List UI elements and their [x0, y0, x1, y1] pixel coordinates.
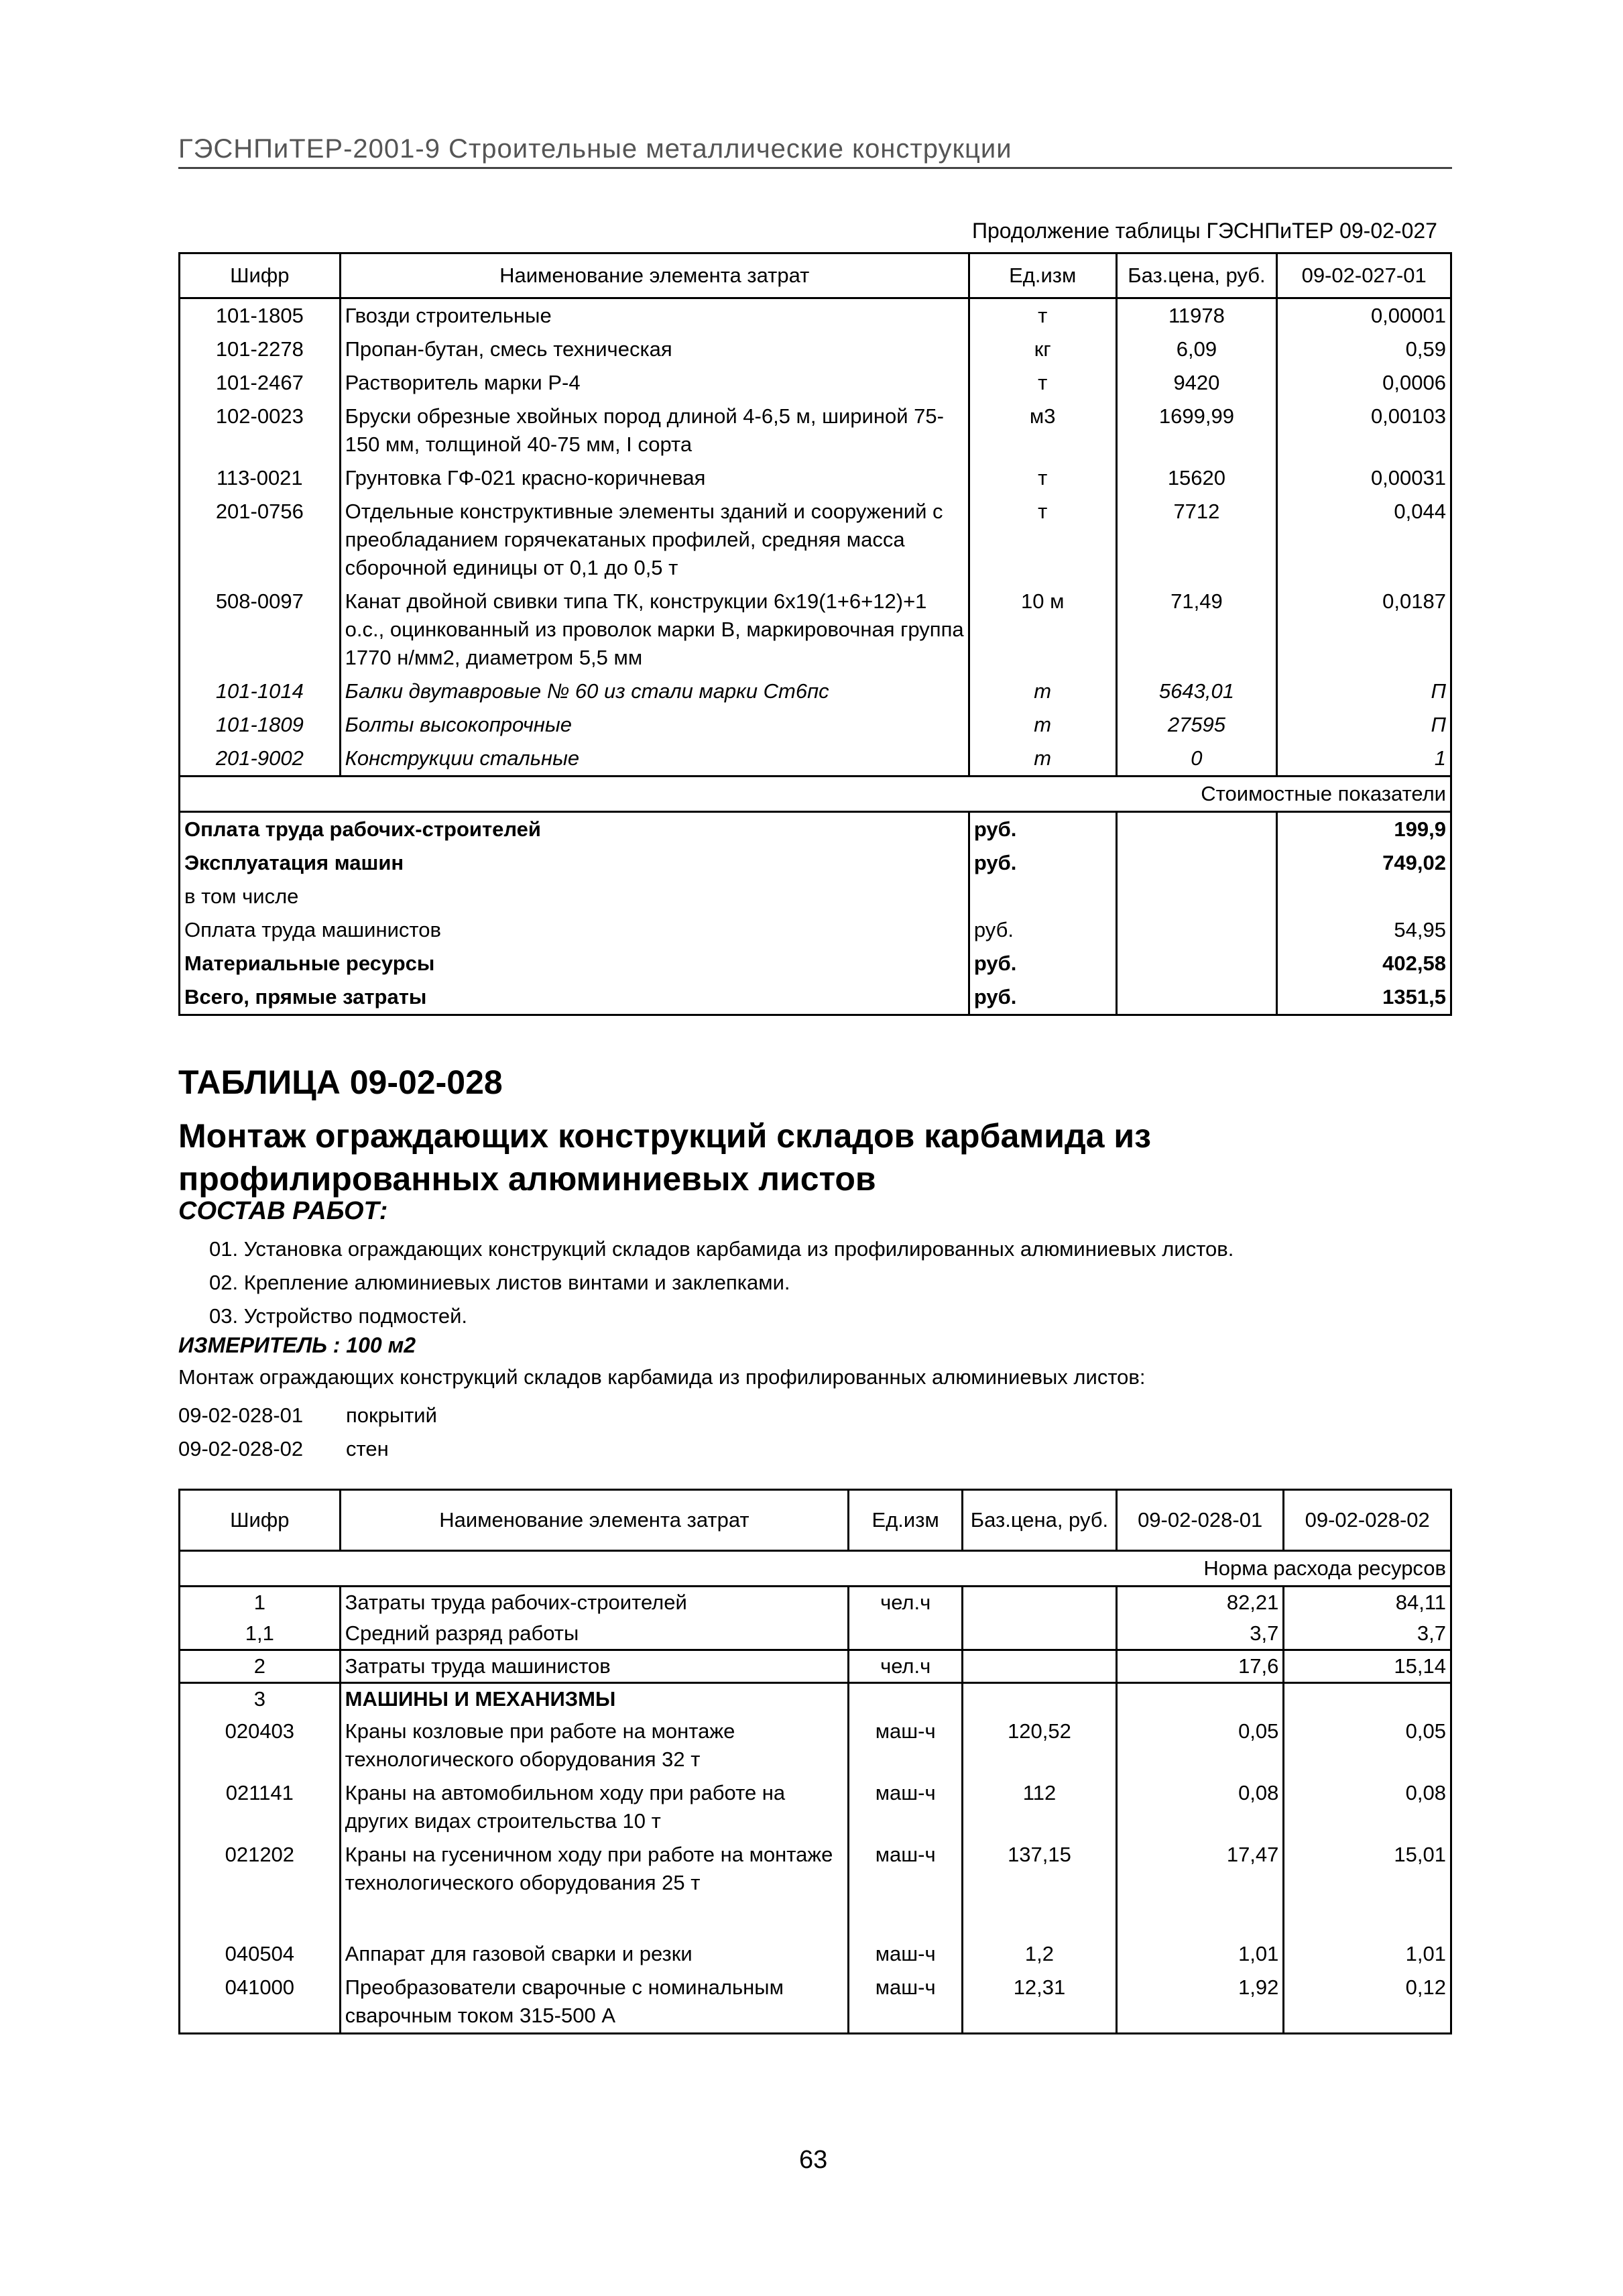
cell-code: 102-0023: [180, 400, 341, 461]
table-row: [180, 1776, 1451, 1838]
table-row: [180, 1937, 1451, 1971]
cost-price: [1116, 980, 1277, 1015]
cell-value-1: 1,92: [1116, 1971, 1284, 2034]
variant-item: [178, 1399, 437, 1432]
table-row: [180, 495, 1451, 585]
cell-price: 1699,99: [1116, 400, 1277, 461]
cell-unit: т: [969, 461, 1116, 495]
cell-price: 71,49: [1116, 585, 1277, 675]
cell-unit: маш-ч: [849, 1776, 963, 1838]
cell-name: Преобразователи сварочные с номинальным сварочным током 315-500 А: [340, 1971, 849, 2034]
cost-row: [180, 947, 1451, 980]
cost-price: [1116, 846, 1277, 880]
cell-unit: т: [969, 298, 1116, 333]
cell-price: [963, 1618, 1117, 1650]
cell-value-1: 82,21: [1116, 1587, 1284, 1619]
cell-unit: т: [969, 495, 1116, 585]
col-header-name: Наименование элемента затрат: [340, 253, 969, 298]
cell-value-2: 0,08: [1284, 1776, 1451, 1838]
cell-price: [963, 1650, 1117, 1683]
cell-value: 0,0006: [1277, 366, 1451, 400]
cell-name: Средний разряд работы: [340, 1618, 849, 1650]
cell-value: 0,59: [1277, 333, 1451, 366]
page-number: 63: [799, 2146, 828, 2174]
cell-code: 508-0097: [180, 585, 341, 675]
cell-code: 201-9002: [180, 742, 341, 777]
variant-label: стен: [346, 1437, 389, 1460]
table-row: [180, 366, 1451, 400]
table-row: [180, 1838, 1451, 1937]
cell-code: 041000: [180, 1971, 341, 2034]
cost-row: [180, 812, 1451, 847]
cell-name: Грунтовка ГФ-021 красно-коричневая: [340, 461, 969, 495]
cell-unit: т: [969, 675, 1116, 708]
cell-price: [963, 1587, 1117, 1619]
cell-code: 1: [180, 1587, 341, 1619]
cost-name: в том числе: [180, 880, 969, 913]
variant-code: 09-02-028-01: [178, 1403, 304, 1427]
col-header-unit: Ед.изм: [969, 253, 1116, 298]
cell-code: 201-0756: [180, 495, 341, 585]
cell-price: 9420: [1116, 366, 1277, 400]
cell-unit: маш-ч: [849, 1937, 963, 1971]
cost-unit: руб.: [969, 980, 1116, 1015]
cell-code: 2: [180, 1650, 341, 1683]
cell-value-2: 3,7: [1284, 1618, 1451, 1650]
cost-row: [180, 913, 1451, 947]
cell-value-2: 84,11: [1284, 1587, 1451, 1619]
norma-label-row: [180, 1551, 1451, 1587]
variants-list: [178, 1399, 437, 1466]
cell-value: 0,00103: [1277, 400, 1451, 461]
cell-name: Гвозди строительные: [340, 298, 969, 333]
cell-code: 040504: [180, 1937, 341, 1971]
composition-item: 03. Устройство подмостей.: [209, 1304, 468, 1328]
cost-name: Материальные ресурсы: [180, 947, 969, 980]
cell-name: Канат двойной свивки типа ТК, конструкции 6х19(1+6+12)+1 о.с., оцинкованный из проволок марки В, маркировочная группа 1770 н/мм2, диаметром 5,5 мм: [340, 585, 969, 675]
cell-value-2: 15,14: [1284, 1650, 1451, 1683]
variants-intro: Монтаж ограждающих конструкций складов карбамида из профилированных алюминиевых листов:: [178, 1365, 1146, 1389]
table-row: [180, 1715, 1451, 1776]
table-subtitle: Монтаж ограждающих конструкций складов карбамида из профилированных алюминиевых листов: [178, 1117, 1152, 1198]
cell-name: Отдельные конструктивные элементы зданий и сооружений с преобладанием горячекатаных профилей, средняя масса сборочной единицы от 0,1 до 0,5 т: [340, 495, 969, 585]
cell-value-2: 15,01: [1284, 1838, 1451, 1937]
table-row: [180, 298, 1451, 333]
cost-name: Оплата труда машинистов: [180, 913, 969, 947]
col-header-code: Шифр: [180, 1490, 341, 1551]
cell-code: 101-1809: [180, 708, 341, 742]
variant-item: [178, 1432, 437, 1466]
cost-unit: руб.: [969, 846, 1116, 880]
cell-code: 101-1014: [180, 675, 341, 708]
col-header-price: Баз.цена, руб.: [963, 1490, 1117, 1551]
cell-unit: кг: [969, 333, 1116, 366]
cost-price: [1116, 880, 1277, 913]
cell-value: 0,00001: [1277, 298, 1451, 333]
table-row: [180, 1618, 1451, 1650]
cell-name: Затраты труда рабочих-строителей: [340, 1587, 849, 1619]
cost-row: [180, 846, 1451, 880]
cell-price: 137,15: [963, 1838, 1117, 1937]
cell-value-1: 17,6: [1116, 1650, 1284, 1683]
cell-value-1: [1116, 1683, 1284, 1715]
cell-code: 101-2278: [180, 333, 341, 366]
table-row: [180, 333, 1451, 366]
composition-heading: СОСТАВ РАБОТ:: [178, 1197, 388, 1225]
cell-price: 7712: [1116, 495, 1277, 585]
table-row-unpriced: [180, 675, 1451, 708]
cell-unit: чел.ч: [849, 1587, 963, 1619]
col-header-unit: Ед.изм: [849, 1490, 963, 1551]
cell-unit: [849, 1618, 963, 1650]
table-row-unpriced: [180, 708, 1451, 742]
cell-unit: маш-ч: [849, 1715, 963, 1776]
cost-value: 749,02: [1382, 851, 1446, 874]
table-row: [180, 400, 1451, 461]
cost-name: Оплата труда рабочих-строителей: [180, 812, 969, 847]
composition-item: 02. Крепление алюминиевых листов винтами и заклепками.: [209, 1271, 790, 1294]
cell-price: 120,52: [963, 1715, 1117, 1776]
cell-code: 3: [180, 1683, 341, 1715]
cell-code: 021141: [180, 1776, 341, 1838]
cell-price: [963, 1683, 1117, 1715]
cell-value-2: 1,01: [1284, 1937, 1451, 1971]
cell-value-1: 3,7: [1116, 1618, 1284, 1650]
cell-code: 1,1: [180, 1618, 341, 1650]
cell-name: Затраты труда машинистов: [340, 1650, 849, 1683]
table-title: ТАБЛИЦА 09-02-028: [178, 1064, 503, 1101]
cost-row: [180, 880, 1451, 913]
cell-unit: т: [969, 366, 1116, 400]
cell-price: 0: [1116, 742, 1277, 777]
cell-price: 12,31: [963, 1971, 1117, 2034]
cell-value-1: 0,05: [1116, 1715, 1284, 1776]
cost-unit: [969, 880, 1116, 913]
col-header-norm-1: 09-02-028-01: [1116, 1490, 1284, 1551]
norma-label: Норма расхода ресурсов: [180, 1551, 1451, 1587]
table-row: [180, 585, 1451, 675]
cost-unit: руб.: [969, 947, 1116, 980]
col-header-norm-2: 09-02-028-02: [1284, 1490, 1451, 1551]
cell-value-2: 0,05: [1284, 1715, 1451, 1776]
meter-label: ИЗМЕРИТЕЛЬ : 100 м2: [178, 1333, 416, 1357]
variant-label: покрытий: [346, 1403, 437, 1427]
table-row: [180, 461, 1451, 495]
cell-name: Краны козловые при работе на монтаже технологического оборудования 32 т: [340, 1715, 849, 1776]
cell-code: 101-1805: [180, 298, 341, 333]
table-row-unpriced: [180, 742, 1451, 777]
cell-name: МАШИНЫ И МЕХАНИЗМЫ: [340, 1683, 849, 1715]
section-label-row: [180, 777, 1451, 812]
cost-value: 199,9: [1277, 812, 1451, 847]
cell-unit: [849, 1683, 963, 1715]
cell-value-1: 1,01: [1116, 1937, 1284, 1971]
resources-table-027: [178, 252, 1452, 1016]
cell-unit: т: [969, 742, 1116, 777]
cost-price: [1116, 913, 1277, 947]
cell-value-1: 17,47: [1116, 1838, 1284, 1937]
cell-price: 112: [963, 1776, 1117, 1838]
cell-name: Растворитель марки Р-4: [340, 366, 969, 400]
cell-name: Краны на гусеничном ходу при работе на монтаже технологического оборудования 25 т: [340, 1838, 849, 1937]
cell-price: 11978: [1116, 298, 1277, 333]
cost-name: Эксплуатация машин: [180, 846, 969, 880]
resources-table-028: [178, 1489, 1452, 2034]
cell-value: 0,044: [1277, 495, 1451, 585]
table-continuation-caption: Продолжение таблицы ГЭСНПиТЕР 09-02-027: [972, 219, 1437, 243]
cell-name: Болты высокопрочные: [340, 708, 969, 742]
cost-row: [180, 980, 1451, 1015]
cost-value: 402,58: [1382, 952, 1446, 975]
cell-code: 101-2467: [180, 366, 341, 400]
table-row-section: [180, 1683, 1451, 1715]
cell-unit: м3: [969, 400, 1116, 461]
cell-value: П: [1277, 708, 1451, 742]
cell-value-2: 0,12: [1284, 1971, 1451, 2034]
cost-price: [1116, 812, 1277, 847]
cell-price: 27595: [1116, 708, 1277, 742]
cell-unit: маш-ч: [849, 1971, 963, 2034]
variant-code: 09-02-028-02: [178, 1437, 304, 1460]
composition-item: 01. Установка ограждающих конструкций складов карбамида из профилированных алюминиевых листов.: [209, 1237, 1234, 1261]
cell-code: 021202: [180, 1838, 341, 1937]
table-row: [180, 1587, 1451, 1619]
cell-name: Пропан-бутан, смесь техническая: [340, 333, 969, 366]
cost-value: [1277, 880, 1451, 913]
cell-value: 0,00031: [1277, 461, 1451, 495]
cell-unit: маш-ч: [849, 1838, 963, 1937]
cell-unit: 10 м: [969, 585, 1116, 675]
table-row: [180, 1650, 1451, 1683]
cell-code: 020403: [180, 1715, 341, 1776]
composition-list: [209, 1232, 1234, 1333]
cell-value-1: 0,08: [1116, 1776, 1284, 1838]
cell-value: П: [1277, 675, 1451, 708]
cost-name: Всего, прямые затраты: [180, 980, 969, 1015]
cell-price: 15620: [1116, 461, 1277, 495]
col-header-price: Баз.цена, руб.: [1116, 253, 1277, 298]
cell-name: Конструкции стальные: [340, 742, 969, 777]
cell-name: Краны на автомобильном ходу при работе на других видах строительства 10 т: [340, 1776, 849, 1838]
col-header-norm: 09-02-027-01: [1277, 253, 1451, 298]
cell-name: Бруски обрезные хвойных пород длиной 4-6,5 м, шириной 75-150 мм, толщиной 40-75 мм, I сорта: [340, 400, 969, 461]
table-header-row: [180, 253, 1451, 298]
cell-unit: т: [969, 708, 1116, 742]
cost-value: 1351,5: [1382, 985, 1446, 1009]
cell-name: Аппарат для газовой сварки и резки: [340, 1937, 849, 1971]
cost-value: 54,95: [1394, 918, 1446, 941]
cost-unit: руб.: [969, 913, 1116, 947]
table-row: [180, 1971, 1451, 2034]
cell-value-2: [1284, 1683, 1451, 1715]
cost-section-label: Стоимостные показатели: [180, 777, 1451, 812]
running-header: ГЭСНПиТЕР-2001-9 Строительные металлические конструкции: [178, 134, 1452, 169]
col-header-name: Наименование элемента затрат: [340, 1490, 849, 1551]
cell-code: 113-0021: [180, 461, 341, 495]
cell-unit: чел.ч: [849, 1650, 963, 1683]
cost-price: [1116, 947, 1277, 980]
cell-price: 1,2: [963, 1937, 1117, 1971]
cell-value: 0,0187: [1277, 585, 1451, 675]
cell-price: 6,09: [1116, 333, 1277, 366]
cost-unit: руб.: [969, 812, 1116, 847]
cell-value: 1: [1277, 742, 1451, 777]
cell-name: Балки двутавровые № 60 из стали марки Ст6пс: [340, 675, 969, 708]
table-header-row: [180, 1490, 1451, 1551]
cell-price: 5643,01: [1116, 675, 1277, 708]
col-header-code: Шифр: [180, 253, 341, 298]
